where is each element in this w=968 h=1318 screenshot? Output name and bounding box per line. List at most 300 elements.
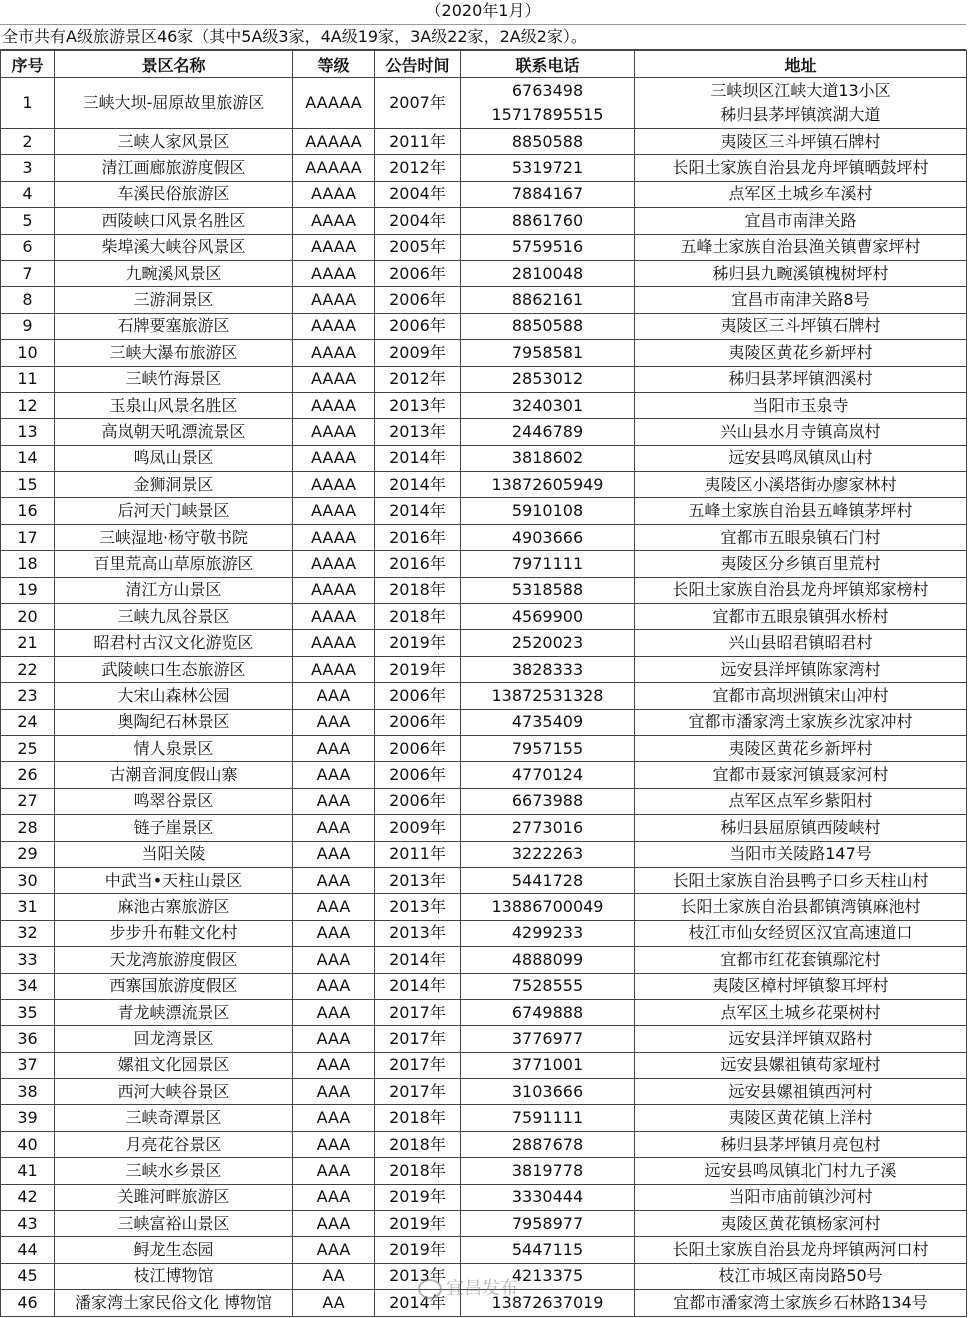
cell-name: 麻池古寨旅游区 [55,894,293,920]
cell-name: 月亮花谷景区 [55,1131,293,1157]
cell-phone: 5447115 [461,1237,635,1263]
cell-name: 清江画廊旅游度假区 [55,155,293,181]
cell-name: 西陵峡口风景名胜区 [55,208,293,234]
cell-grade: AAA [293,841,375,867]
header-index: 序号 [1,51,55,78]
table-row [1,129,967,155]
cell-index: 11 [1,366,55,392]
cell-address: 远安县洋坪镇双路村 [635,1026,967,1052]
cell-address: 兴山县水月寺镇高岚村 [635,419,967,445]
table-row [1,340,967,366]
cell-date: 2004年 [375,208,461,234]
watermark-text: 宜昌发布 [446,1278,518,1299]
cell-phone: 2853012 [461,366,635,392]
cell-address: 秭归县茅坪镇月亮包村 [635,1131,967,1157]
cell-grade: AAA [293,788,375,814]
cell-date: 2013年 [375,1263,461,1289]
table-row [1,1184,967,1210]
cell-address: 夷陵区黄花镇上洋村 [635,1105,967,1131]
cell-index: 35 [1,999,55,1025]
cell-address: 远安县嫘祖镇西河村 [635,1079,967,1105]
cell-name: 九畹溪风景区 [55,260,293,286]
cell-address [635,78,967,129]
cell-name: 鸣翠谷景区 [55,788,293,814]
cell-grade: AAAA [293,208,375,234]
cell-address-line: 三峡坝区江峡大道13小区 [710,81,891,100]
cell-phone: 2446789 [461,419,635,445]
cell-date: 2007年 [375,78,461,129]
cell-date: 2006年 [375,788,461,814]
table-row [1,366,967,392]
cell-name: 三峡富裕山景区 [55,1211,293,1237]
cell-address-line: 秭归县茅坪镇滨湖大道 [720,105,881,124]
cell-address: 长阳土家族自治县鸭子口乡天柱山村 [635,867,967,893]
cell-name: 青龙峡漂流景区 [55,999,293,1025]
cell-name: 枝江博物馆 [55,1263,293,1289]
cell-index: 45 [1,1263,55,1289]
cell-phone: 5319721 [461,155,635,181]
cell-address: 当阳市玉泉寺 [635,392,967,418]
cell-grade: AAA [293,709,375,735]
cell-phone: 3240301 [461,392,635,418]
cell-date: 2005年 [375,234,461,260]
cell-address: 宜都市潘家湾土家族乡沈家冲村 [635,709,967,735]
cell-phone: 3771001 [461,1052,635,1078]
cell-name: 百里荒高山草原旅游区 [55,551,293,577]
cell-address: 秭归县茅坪镇泗溪村 [635,366,967,392]
cell-index: 41 [1,1158,55,1184]
cell-name: 玉泉山风景名胜区 [55,392,293,418]
cell-phone: 7957155 [461,735,635,761]
cell-date: 2019年 [375,656,461,682]
cell-grade: AAA [293,1079,375,1105]
cell-date: 2006年 [375,683,461,709]
cell-grade: AAA [293,1131,375,1157]
cell-name: 西河大峡谷景区 [55,1079,293,1105]
cell-grade: AAA [293,894,375,920]
cell-name: 链子崖景区 [55,815,293,841]
table-row [1,630,967,656]
table-row [1,1237,967,1263]
cell-name: 当阳关陵 [55,841,293,867]
cell-phone: 7958977 [461,1211,635,1237]
cell-grade: AAAA [293,604,375,630]
cell-index: 24 [1,709,55,735]
cell-index: 42 [1,1184,55,1210]
cell-address: 五峰土家族自治县渔关镇曹家坪村 [635,234,967,260]
cell-date: 2004年 [375,181,461,207]
table-row [1,683,967,709]
cell-index: 19 [1,577,55,603]
cell-index: 1 [1,78,55,129]
cell-grade: AAAA [293,313,375,339]
header-name: 景区名称 [55,51,293,78]
cell-name: 后河天门峡景区 [55,498,293,524]
cell-phone: 3776977 [461,1026,635,1052]
cell-phone: 5759516 [461,234,635,260]
table-row [1,551,967,577]
cell-date: 2006年 [375,287,461,313]
cell-name: 奥陶纪石林景区 [55,709,293,735]
cell-date: 2014年 [375,947,461,973]
cell-date: 2013年 [375,867,461,893]
cell-grade: AAAAA [293,129,375,155]
cell-phone: 3103666 [461,1079,635,1105]
cell-grade: AAA [293,1026,375,1052]
cell-date: 2014年 [375,1290,461,1316]
cell-date: 2006年 [375,313,461,339]
cell-name: 鸣凤山景区 [55,445,293,471]
table-row [1,788,967,814]
cell-grade: AAA [293,1158,375,1184]
cell-date: 2017年 [375,1079,461,1105]
cell-date: 2019年 [375,1211,461,1237]
table-row [1,524,967,550]
table-row [1,1079,967,1105]
cell-phone: 3330444 [461,1184,635,1210]
cell-phone [461,78,635,129]
table-row [1,1211,967,1237]
cell-address: 点军区土城乡车溪村 [635,181,967,207]
cell-address: 夷陵区分乡镇百里荒村 [635,551,967,577]
cell-index: 6 [1,234,55,260]
header-grade: 等级 [293,51,375,78]
cell-name: 大宋山森林公园 [55,683,293,709]
cell-grade: AAAAA [293,78,375,129]
cell-date: 2014年 [375,498,461,524]
cell-name: 柴埠溪大峡谷风景区 [55,234,293,260]
table-row [1,234,967,260]
cell-phone: 3819778 [461,1158,635,1184]
cell-phone: 13872531328 [461,683,635,709]
cell-phone: 6673988 [461,788,635,814]
cell-phone: 8850588 [461,313,635,339]
cell-date: 2019年 [375,1237,461,1263]
cell-phone: 7971111 [461,551,635,577]
cell-index: 13 [1,419,55,445]
cell-address: 远安县鸣凤镇北门村九子溪 [635,1158,967,1184]
cell-grade: AAA [293,815,375,841]
cell-address: 夷陵区黄花乡新坪村 [635,735,967,761]
cell-grade: AAA [293,683,375,709]
table-row [1,419,967,445]
cell-date: 2018年 [375,1131,461,1157]
cell-date: 2011年 [375,841,461,867]
cell-name: 步步升布鞋文化村 [55,920,293,946]
cell-index: 34 [1,973,55,999]
cell-name: 回龙湾景区 [55,1026,293,1052]
cell-date: 2006年 [375,735,461,761]
cell-address: 夷陵区小溪塔街办廖家林村 [635,472,967,498]
cell-index: 27 [1,788,55,814]
cell-phone: 7528555 [461,973,635,999]
cell-grade: AA [293,1290,375,1316]
cell-grade: AAAA [293,287,375,313]
cell-phone: 4299233 [461,920,635,946]
cell-date: 2014年 [375,472,461,498]
cell-grade: AAA [293,973,375,999]
cell-address: 点军区点军乡紫阳村 [635,788,967,814]
cell-phone: 4888099 [461,947,635,973]
cell-date: 2006年 [375,762,461,788]
cell-grade: AAAA [293,498,375,524]
cell-phone: 3818602 [461,445,635,471]
cell-grade: AA [293,1263,375,1289]
cell-address: 宜都市聂家河镇聂家河村 [635,762,967,788]
cell-index: 37 [1,1052,55,1078]
cell-index: 46 [1,1290,55,1316]
cell-name: 三游洞景区 [55,287,293,313]
cell-date: 2018年 [375,1105,461,1131]
cell-name: 石牌要塞旅游区 [55,313,293,339]
cell-date: 2019年 [375,1184,461,1210]
cell-grade: AAA [293,999,375,1025]
cell-address: 长阳土家族自治县龙舟坪镇晒鼓坪村 [635,155,967,181]
cell-phone-line: 6763498 [511,81,584,100]
cell-name: 三峡大瀑布旅游区 [55,340,293,366]
cell-address: 夷陵区黄花镇杨家河村 [635,1211,967,1237]
cell-phone: 5318588 [461,577,635,603]
summary-line: 全市共有A级旅游景区46家（其中5A级3家，4A级19家，3A级22家，2A级2家）。 [0,24,966,50]
cell-index: 8 [1,287,55,313]
cell-grade: AAAA [293,340,375,366]
cell-date: 2014年 [375,973,461,999]
cell-date: 2009年 [375,815,461,841]
cell-address: 远安县鸣凤镇凤山村 [635,445,967,471]
cell-grade: AAAA [293,472,375,498]
cell-index: 3 [1,155,55,181]
cell-phone: 7958581 [461,340,635,366]
cell-phone: 13886700049 [461,894,635,920]
cell-date: 2006年 [375,260,461,286]
cell-grade: AAA [293,762,375,788]
cell-date: 2018年 [375,1158,461,1184]
table-row [1,841,967,867]
cell-phone: 4735409 [461,709,635,735]
cell-index: 30 [1,867,55,893]
cell-name: 情人泉景区 [55,735,293,761]
cell-phone: 2810048 [461,260,635,286]
table-row [1,656,967,682]
table-row [1,709,967,735]
cell-index: 5 [1,208,55,234]
cell-index: 18 [1,551,55,577]
table-row [1,577,967,603]
cell-grade: AAA [293,1052,375,1078]
table-row [1,445,967,471]
cell-date: 2017年 [375,999,461,1025]
cell-name: 西寨国旅游度假区 [55,973,293,999]
cell-phone: 2887678 [461,1131,635,1157]
cell-index: 16 [1,498,55,524]
header-phone: 联系电话 [461,51,635,78]
cell-date: 2016年 [375,551,461,577]
cell-name: 三峡大坝-屈原故里旅游区 [55,78,293,129]
cell-address: 宜都市五眼泉镇弭水桥村 [635,604,967,630]
cell-grade: AAA [293,867,375,893]
cell-phone: 8862161 [461,287,635,313]
cell-index: 25 [1,735,55,761]
cell-index: 21 [1,630,55,656]
cell-address: 当阳市庙前镇沙河村 [635,1184,967,1210]
cell-phone: 4213375 [461,1263,635,1289]
cell-phone: 5910108 [461,498,635,524]
cell-address: 长阳土家族自治县龙舟坪镇郑家榜村 [635,577,967,603]
cell-phone: 2520023 [461,630,635,656]
table-row [1,78,967,129]
cell-address: 长阳土家族自治县都镇湾镇麻池村 [635,894,967,920]
cell-index: 36 [1,1026,55,1052]
cell-phone: 13872637019 [461,1290,635,1316]
cell-date: 2013年 [375,392,461,418]
cell-address: 夷陵区黄花乡新坪村 [635,340,967,366]
cell-address: 远安县嫘祖镇苟家垭村 [635,1052,967,1078]
cell-phone: 13872605949 [461,472,635,498]
cell-name: 清江方山景区 [55,577,293,603]
cell-date: 2019年 [375,630,461,656]
cell-name: 关雎河畔旅游区 [55,1184,293,1210]
cell-index: 20 [1,604,55,630]
cell-name: 潘家湾土家民俗文化 博物馆 [55,1290,293,1316]
table-row [1,181,967,207]
cell-name: 昭君村古汉文化游览区 [55,630,293,656]
table-row [1,155,967,181]
table-row [1,1158,967,1184]
table-row [1,920,967,946]
cell-phone: 8861760 [461,208,635,234]
cell-index: 17 [1,524,55,550]
cell-grade: AAAA [293,366,375,392]
cell-date: 2012年 [375,366,461,392]
cell-index: 28 [1,815,55,841]
cell-name: 三峡奇潭景区 [55,1105,293,1131]
cell-index: 44 [1,1237,55,1263]
cell-address: 秭归县屈原镇西陵峡村 [635,815,967,841]
cell-index: 9 [1,313,55,339]
cell-grade: AAAAA [293,155,375,181]
cell-name: 三峡湿地·杨守敬书院 [55,524,293,550]
cell-date: 2016年 [375,524,461,550]
cell-address: 宜昌市南津关路8号 [635,287,967,313]
cell-address: 秭归县九畹溪镇槐树坪村 [635,260,967,286]
cell-address: 长阳土家族自治县龙舟坪镇两河口村 [635,1237,967,1263]
cell-grade: AAA [293,920,375,946]
cell-phone-line: 15717895515 [491,105,604,124]
table-header-row [1,51,967,78]
cell-date: 2018年 [375,577,461,603]
cell-grade: AAAA [293,551,375,577]
cell-index: 22 [1,656,55,682]
cell-index: 40 [1,1131,55,1157]
cell-date: 2012年 [375,155,461,181]
cell-phone: 4569900 [461,604,635,630]
cell-index: 31 [1,894,55,920]
table-row [1,498,967,524]
cell-grade: AAAA [293,445,375,471]
cell-name: 三峡人家风景区 [55,129,293,155]
cell-grade: AAAA [293,392,375,418]
table-row [1,947,967,973]
cell-grade: AAAA [293,524,375,550]
cell-date: 2018年 [375,604,461,630]
cell-address: 宜都市潘家湾土家族乡石林路134号 [635,1290,967,1316]
table-row [1,313,967,339]
cell-index: 4 [1,181,55,207]
table-row [1,973,967,999]
table-row [1,1105,967,1131]
cell-index: 14 [1,445,55,471]
cell-address: 夷陵区樟村坪镇黎耳坪村 [635,973,967,999]
cell-grade: AAA [293,1105,375,1131]
table-row [1,1263,967,1289]
cell-index: 43 [1,1211,55,1237]
cell-address: 当阳市关陵路147号 [635,841,967,867]
cell-grade: AAAA [293,260,375,286]
cell-phone: 3222263 [461,841,635,867]
cell-name: 三峡九凤谷景区 [55,604,293,630]
cell-name: 天龙湾旅游度假区 [55,947,293,973]
cell-index: 23 [1,683,55,709]
cell-name: 车溪民俗旅游区 [55,181,293,207]
cell-date: 2013年 [375,419,461,445]
cell-phone: 3828333 [461,656,635,682]
cell-phone: 7884167 [461,181,635,207]
table-row [1,999,967,1025]
header-date: 公告时间 [375,51,461,78]
cell-date: 2013年 [375,920,461,946]
cell-name: 鲟龙生态园 [55,1237,293,1263]
cell-address: 夷陵区三斗坪镇石牌村 [635,313,967,339]
cell-phone: 6749888 [461,999,635,1025]
cell-address: 夷陵区三斗坪镇石牌村 [635,129,967,155]
cell-index: 10 [1,340,55,366]
cell-address: 宜都市红花套镇鄢沱村 [635,947,967,973]
cell-grade: AAA [293,1184,375,1210]
cell-index: 15 [1,472,55,498]
table-row [1,1026,967,1052]
cell-name: 嫘祖文化园景区 [55,1052,293,1078]
cell-phone: 4903666 [461,524,635,550]
cell-address: 点军区土城乡花栗树村 [635,999,967,1025]
table-row [1,392,967,418]
cell-date: 2011年 [375,129,461,155]
header-address: 地址 [635,51,967,78]
cell-grade: AAAA [293,181,375,207]
cell-grade: AAA [293,947,375,973]
cell-index: 26 [1,762,55,788]
table-row [1,735,967,761]
table-row [1,472,967,498]
cell-phone: 4770124 [461,762,635,788]
table-row [1,1131,967,1157]
cell-grade: AAAA [293,577,375,603]
cell-address: 兴山县昭君镇昭君村 [635,630,967,656]
table-row [1,287,967,313]
cell-index: 32 [1,920,55,946]
cell-address: 枝江市城区南岗路50号 [635,1263,967,1289]
table-row [1,1052,967,1078]
table-row [1,894,967,920]
table-row [1,208,967,234]
cell-date: 2013年 [375,894,461,920]
table-row [1,867,967,893]
cell-name: 武陵峡口生态旅游区 [55,656,293,682]
cell-phone: 7591111 [461,1105,635,1131]
cell-grade: AAA [293,1211,375,1237]
cell-name: 三峡竹海景区 [55,366,293,392]
cell-name: 古潮音洞度假山寨 [55,762,293,788]
cell-date: 2009年 [375,340,461,366]
